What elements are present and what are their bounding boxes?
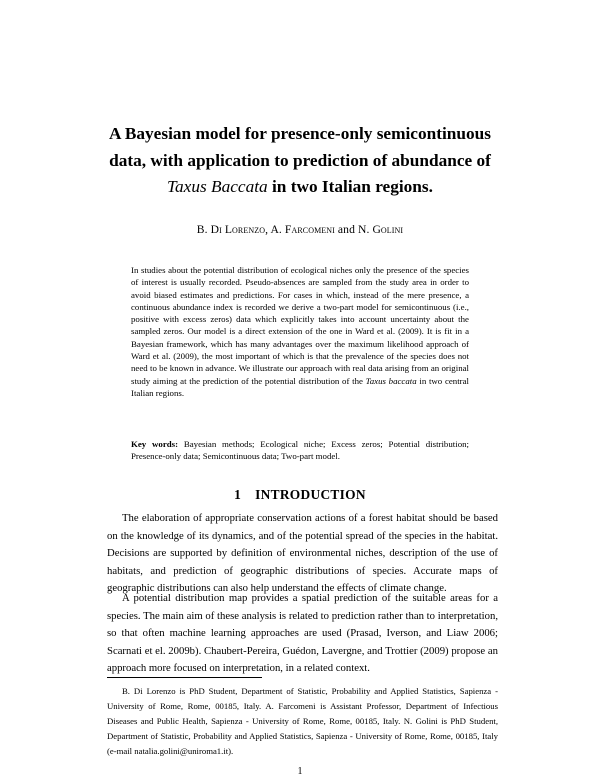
abstract	[131, 264, 469, 399]
intro-paragraph-2	[107, 590, 498, 678]
paper-title	[80, 121, 520, 201]
section-title: INTRODUCTION	[255, 487, 366, 502]
abstract-text: In studies about the potential distribution of ecological niches only the presence of the species of interest is usually recorded. Pseudo-absences are sampled from the study area in order to avoid biased estimates and predictions. For cases in which, instead of the mere presence, a continuous abundance index is recorded we derive a two-part model for semicontinuous (i.e., positive with excess zeros) data which explicitly takes into account uncertainty about the sampled zeros. Our model is a direct extension of the one in Ward et al. (2009). It is fit in a Bayesian framework, which has many advantages over the maximum likelihood approach of Ward et al. (2009), the most important of which is that the prevalence of the species does not need to be known in advance. We illustrate our approach with real data arising from an original study aiming at the prediction of the potential distribution of the	[131, 265, 469, 386]
author-sep-1: , A. F	[265, 223, 292, 236]
title-line-1: A Bayesian model for presence-only semicontinuous	[109, 124, 491, 143]
author-sep-2: and N. G	[334, 223, 381, 236]
abstract-text-end: in two central Italian regions.	[131, 375, 469, 398]
paragraph-text: The elaboration of appropriate conservation actions of a forest habitat should be based on the knowledge of its dynamics, and of the potential spread of the species in the habitat. Decisions are supported by definition of environmental niches, description of the use of habitats, and prediction of geographic distributions of species. Accurate maps of geographic distributions can also help understand the effects of climate change.	[107, 512, 498, 595]
keywords-label: Key words:	[131, 439, 179, 449]
title-line-3-rest: in two Italian regions.	[267, 177, 433, 196]
author-1-initial: B. D	[196, 223, 220, 236]
author-2-surname: arcomeni	[291, 223, 335, 236]
footnote-text: B. Di Lorenzo is PhD Student, Department of Statistic, Probability and Applied Statistics, Sapienza - University of Rome, Rome, 00185, Italy. A. Farcomeni is Assistant Professor, Department of Infectious Diseases and Public Health, Sapienza - University of Rome, Rome, 00185, Italy. N. Golini is PhD Student, Department of Statistic, Probability and Applied Statistics, Sapienza - University of Rome, Rome, 00185, Italy (e-mail natalia.golini@uniroma1.it).	[107, 686, 498, 756]
title-species: Taxus Baccata	[167, 177, 268, 196]
footnote	[107, 684, 498, 759]
author-3-surname: olini	[380, 223, 404, 236]
intro-paragraph-1	[107, 510, 498, 598]
abstract-species: Taxus baccata	[365, 375, 417, 386]
title-line-2: data, with application to prediction of abundance of	[109, 150, 491, 170]
paragraph-text: A potential distribution map provides a spatial prediction of the suitable areas for a species. The main aim of these analysis is related to prediction rather than to interpretation, so that often machine learning approaches are used (Prasad, Iverson, and Liaw 2006; Scarnati et el. 2009b). Chaubert-Pereira, Guédon, Lavergne, and Trottier (2009) propose an approach more focused on interpretation, in a related context.	[107, 592, 498, 675]
author-list	[80, 223, 520, 236]
section-number: 1	[234, 487, 242, 502]
section-heading	[80, 487, 520, 503]
keywords-text: Bayesian methods; Ecological niche; Excess zeros; Potential distribution; Presence-only data; Semicontinuous data; Two-part model.	[131, 439, 469, 462]
author-1-surname: i Lorenzo	[219, 223, 266, 236]
keywords	[131, 438, 469, 463]
footnote-rule	[107, 677, 262, 678]
page-number: 1	[297, 766, 303, 777]
abstract-paragraph	[131, 264, 469, 399]
title-line-3	[80, 174, 520, 201]
